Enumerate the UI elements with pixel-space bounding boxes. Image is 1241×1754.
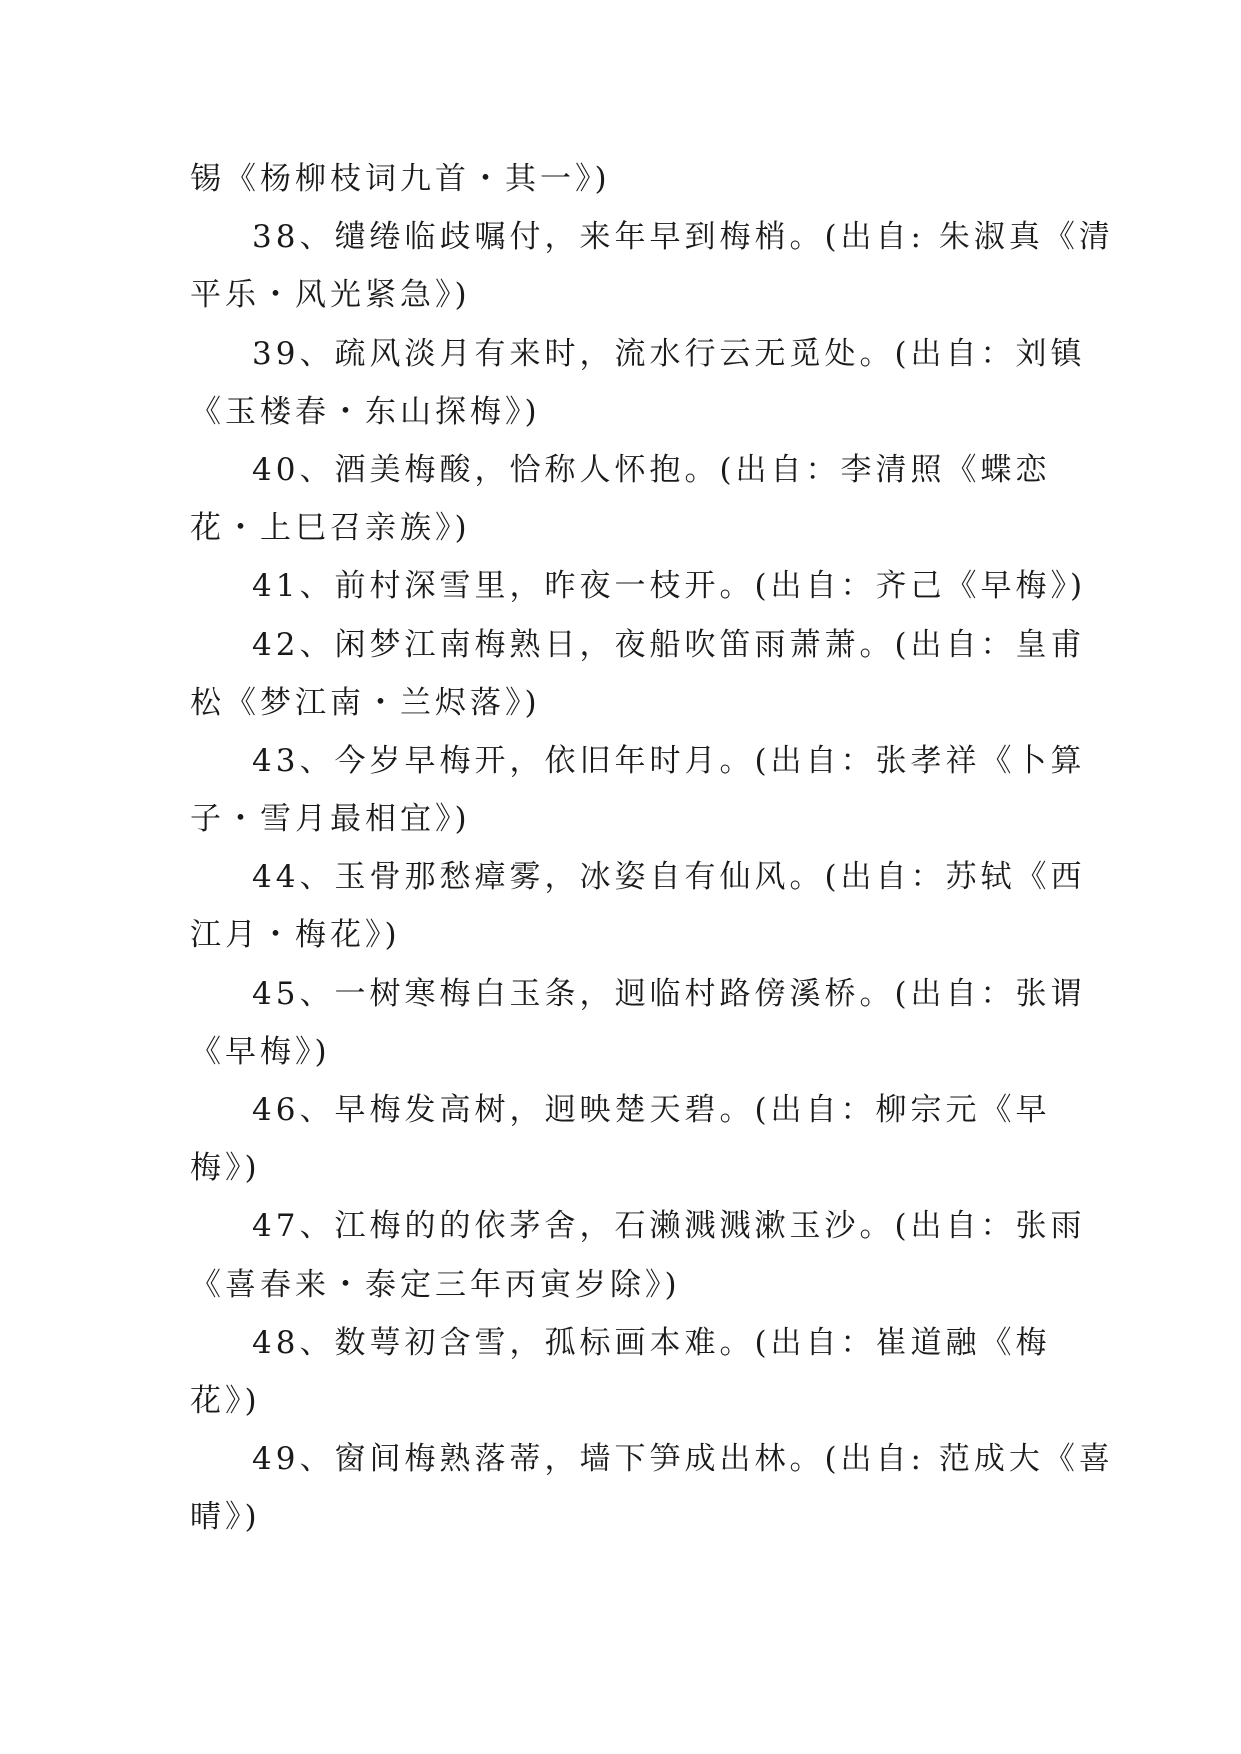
quote-line-start: 46、早梅发高树，迥映楚天碧。(出自：柳宗元《早 [252, 1092, 1051, 1128]
quote-line-start: 45、一树寒梅白玉条，迥临村路傍溪桥。(出自：张谓 [252, 975, 1086, 1012]
quote-line-continuation: 梅》) [190, 1150, 261, 1187]
quote-line-start: 39、疏风淡月有来时，流水行云无觅处。(出自：刘镇 [252, 335, 1086, 372]
quote-line-start: 48、数萼初含雪，孤标画本难。(出自：崔道融《梅 [252, 1324, 1051, 1361]
quote-line-start: 49、窗间梅熟落蒂，墙下笋成出林。(出自: 范成大《喜 [252, 1441, 1114, 1478]
quote-line-continuation: 《喜春来・泰定三年丙寅岁除》) [190, 1266, 681, 1303]
quote-line-start: 40、酒美梅酸，恰称人怀抱。(出自：李清照《蝶恋 [252, 451, 1051, 488]
quote-line-continuation: 《早梅》) [190, 1033, 331, 1070]
quote-line-continuation: 锡《杨柳枝词九首・其一》) [190, 161, 611, 197]
quote-line-continuation: 平乐・风光紧急》) [190, 277, 471, 314]
quote-line-start: 43、今岁早梅开，依旧年时月。(出自：张孝祥《卜算 [252, 742, 1086, 779]
quote-line-start: 42、闲梦江南梅熟日，夜船吹笛雨萧萧。(出自：皇甫 [252, 626, 1086, 663]
quote-line-continuation: 花》) [190, 1382, 261, 1419]
quote-line-continuation: 子・雪月最相宜》) [190, 801, 471, 838]
quote-line-continuation: 晴》) [190, 1499, 261, 1536]
quote-line-start: 41、前村深雪里，昨夜一枝开。(出自：齐己《早梅》) [252, 568, 1087, 605]
quote-line-continuation: 《玉楼春・东山探梅》) [190, 393, 541, 430]
quote-line-continuation: 松《梦江南・兰烬落》) [190, 684, 541, 721]
quote-line-continuation: 花・上巳召亲族》) [190, 510, 471, 547]
quote-line-start: 38、缱绻临歧嘱付，来年早到梅梢。(出自: 朱淑真《清 [252, 219, 1114, 256]
poem-quote-list [190, 150, 1114, 1547]
quote-line-continuation: 江月・梅花》) [190, 917, 401, 954]
quote-line-start: 47、江梅的的依茅舍，石濑溅溅漱玉沙。(出自：张雨 [252, 1208, 1086, 1245]
quote-line-start: 44、玉骨那愁瘴雾，冰姿自有仙风。(出自：苏轼《西 [252, 859, 1086, 896]
